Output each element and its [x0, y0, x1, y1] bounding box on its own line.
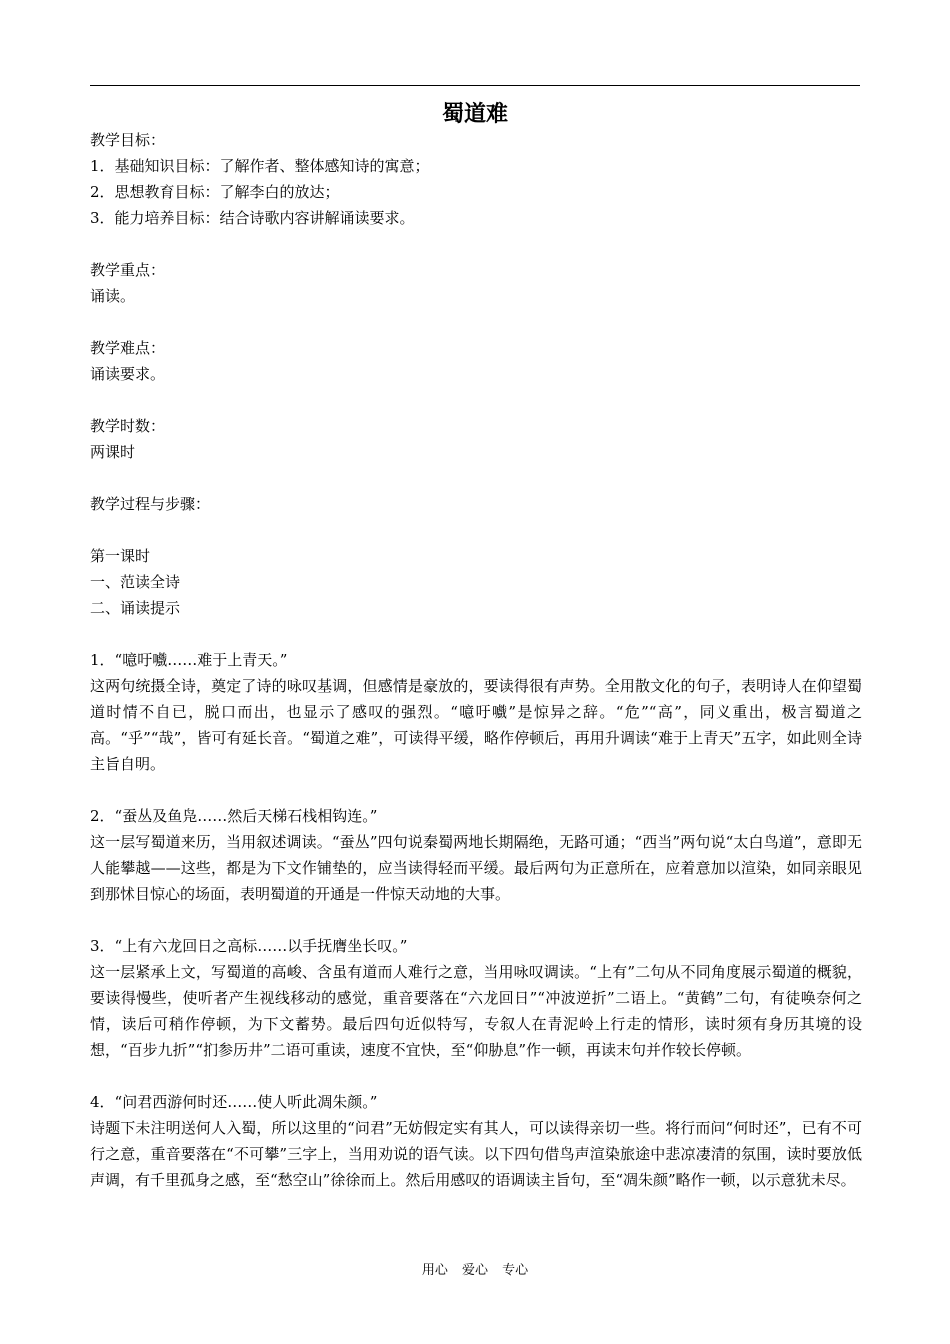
step-item: 二、诵读提示 [90, 599, 181, 617]
section-body: 这一层紧承上文，写蜀道的高峻、含虽有道而人难行之意，当用咏叹调读。“上有”二句从不同角度展示蜀道的概貌，要读得慢些，使听者产生视线移动的感觉，重音要落在“六龙回日”“冲波逆折”二语上。“黄鹤”二句，有徒唤奈何之情，读后可稍作停顿，为下文蓄势。最后四句近似特写，专叙人在青泥岭上行走的情形，读时须有身历其境的设想，“百步九折”“扪参历井”二语可重读，速度不宜快，至“仰胁息”作一顿，再读末句并作较长停顿。 [90, 963, 862, 1059]
page-footer: 用心 爱心 专心 [421, 1263, 529, 1278]
header-rule [90, 85, 860, 86]
section-body: 诗题下未注明送何人入蜀，所以这里的“问君”无妨假定实有其人，可以读得亲切一些。将行而问“何时还”，已有不可行之意，重音要落在“不可攀”三字上，当用劝说的语气读。以下四句借鸟声渲染旅途中悲凉凄清的氛围，读时要放低声调，有千里孤身之感，至“愁空山”徐徐而上。然后用感叹的语调读主旨句，至“凋朱颜”略作一顿，以示意犹未尽。 [90, 1119, 862, 1189]
focus-text: 诵读。 [90, 287, 136, 305]
section-heading: 3．“上有六龙回日之高标……以手抚膺坐长叹。” [90, 937, 408, 955]
lesson-label: 第一课时 [90, 547, 151, 565]
objective-item: 2．思想教育目标：了解李白的放达； [90, 183, 340, 201]
hours-text: 两课时 [90, 443, 136, 461]
section-body: 这两句统摄全诗，奠定了诗的咏叹基调，但感情是豪放的，要读得很有声势。全用散文化的句子，表明诗人在仰望蜀道时情不自已，脱口而出，也显示了感叹的强烈。“噫吁嚱”是惊异之辞。“危”“高”，同义重出，极言蜀道之高。“乎”“哉”，皆可有延长音。“蜀道之难”，可读得平缓，略作停顿后，再用升调读“难于上青天”五字，如此则全诗主旨自明。 [90, 677, 862, 773]
process-heading: 教学过程与步骤： [90, 495, 211, 513]
difficulty-heading: 教学难点： [90, 339, 166, 357]
objectives-heading: 教学目标： [90, 131, 166, 149]
section-heading: 4．“问君西游何时还……使人听此凋朱颜。” [90, 1093, 378, 1111]
page-title: 蜀道难 [441, 102, 508, 127]
section-heading: 1．“噫吁嚱……难于上青天。” [90, 651, 288, 669]
section-heading: 2．“蚕丛及鱼凫……然后天梯石栈相钩连。” [90, 807, 378, 825]
section-body: 这一层写蜀道来历，当用叙述调读。“蚕丛”四句说秦蜀两地长期隔绝，无路可通；“西当”两句说“太白鸟道”，意即无人能攀越——这些，都是为下文作铺垫的，应当读得轻而平缓。最后两句为正意所在，应着意加以渲染，如同亲眼见到那怵目惊心的场面，表明蜀道的开通是一件惊天动地的大事。 [90, 833, 862, 903]
focus-heading: 教学重点： [90, 261, 166, 279]
difficulty-text: 诵读要求。 [90, 365, 166, 383]
step-item: 一、范读全诗 [90, 573, 181, 591]
document-body [90, 127, 862, 1193]
objective-item: 3．能力培养目标：结合诗歌内容讲解诵读要求。 [90, 209, 415, 227]
hours-heading: 教学时数： [90, 417, 166, 435]
objective-item: 1．基础知识目标：了解作者、整体感知诗的寓意； [90, 157, 430, 175]
